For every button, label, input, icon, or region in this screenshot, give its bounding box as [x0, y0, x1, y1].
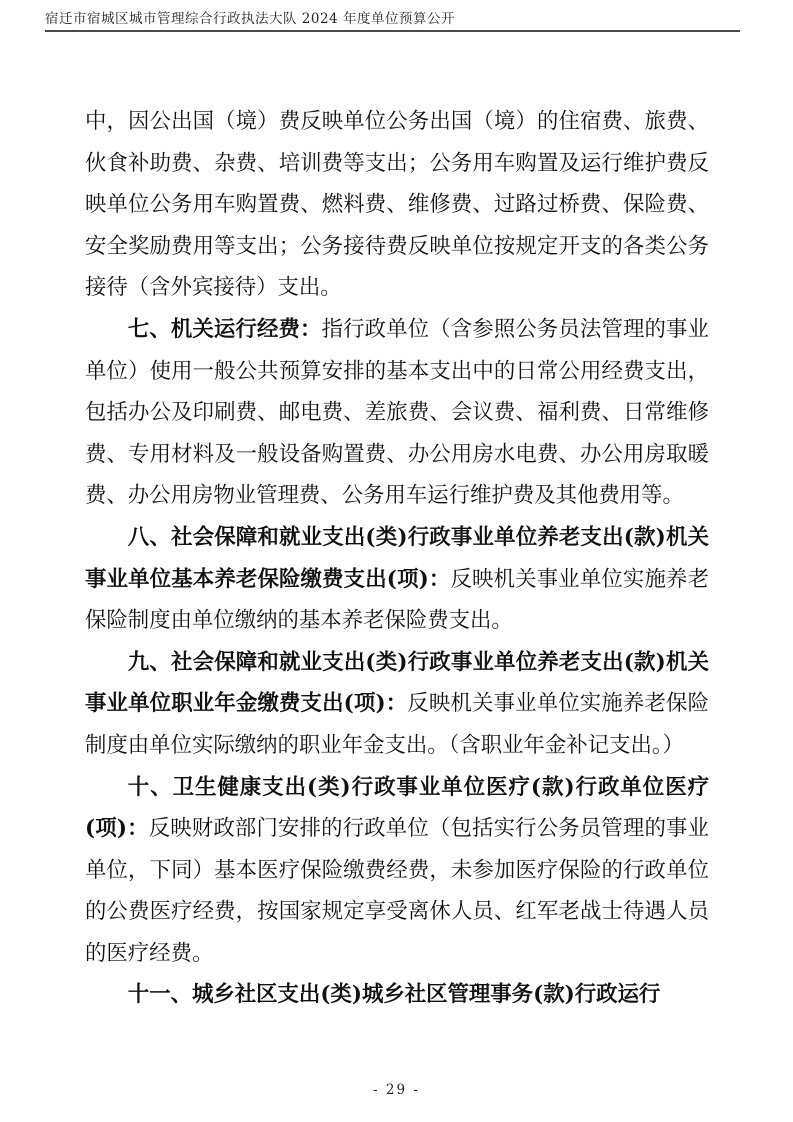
header-divider: [45, 30, 740, 32]
paragraph-lead: 九、社会保障和就业支出(类)行政事业单位养老支出(款)机关事业单位职业年金缴费支出(项)：: [85, 649, 709, 717]
paragraph-text: 中，因公出国（境）费反映单位公务出国（境）的住宿费、旅费、伙食补助费、杂费、培训费等支出；公务用车购置及运行维护费反映单位公务用车购置费、燃料费、维修费、过路过桥费、保险费、安全奖励费用等支出；公务接待费反映单位按规定开支的各类公务接待（含外宾接待）支出。: [85, 109, 709, 301]
paragraph-section-8: [85, 517, 709, 642]
paragraph-section-11: [85, 974, 709, 1016]
paragraph-text: 指行政单位（含参照公务员法管理的事业单位）使用一般公共预算安排的基本支出中的日常公用经费支出，包括办公及印刷费、邮电费、差旅费、会议费、福利费、日常维修费、专用材料及一般设备购置费、办公用房水电费、办公用房取暖费、办公用房物业管理费、公务用车运行维护费及其他费用等。: [85, 316, 709, 509]
paragraph-lead: 八、社会保障和就业支出(类)行政事业单位养老支出(款)机关事业单位基本养老保险缴费支出(项)：: [85, 524, 709, 592]
document-body: [85, 101, 709, 1016]
paragraph-continuation: [85, 101, 709, 309]
paragraph-text: 反映财政部门安排的行政单位（包括实行公务员管理的事业单位，下同）基本医疗保险缴费经费，未参加医疗保险的行政单位的公费医疗经费，按国家规定享受离休人员、红军老战士待遇人员的医疗经费。: [85, 816, 709, 966]
paragraph-section-9: [85, 642, 709, 767]
paragraph-text: 反映机关事业单位实施养老保险制度由单位实际缴纳的职业年金支出。（含职业年金补记支出。）: [85, 691, 709, 758]
paragraph-text: 反映机关事业单位实施养老保险制度由单位缴纳的基本养老保险费支出。: [85, 566, 709, 634]
paragraph-section-10: [85, 767, 709, 975]
paragraph-lead: 十一、城乡社区支出(类)城乡社区管理事务(款)行政运行: [127, 982, 661, 1008]
paragraph-lead: 十、卫生健康支出(类)行政事业单位医疗(款)行政单位医疗(项)：: [85, 774, 709, 842]
paragraph-lead: 七、机关运行经费：: [127, 316, 322, 342]
paragraph-section-7: [85, 309, 709, 517]
page-header-title: 宿迁市宿城区城市管理综合行政执法大队 2024 年度单位预算公开: [45, 11, 455, 27]
page-number: - 29 -: [373, 1082, 420, 1098]
